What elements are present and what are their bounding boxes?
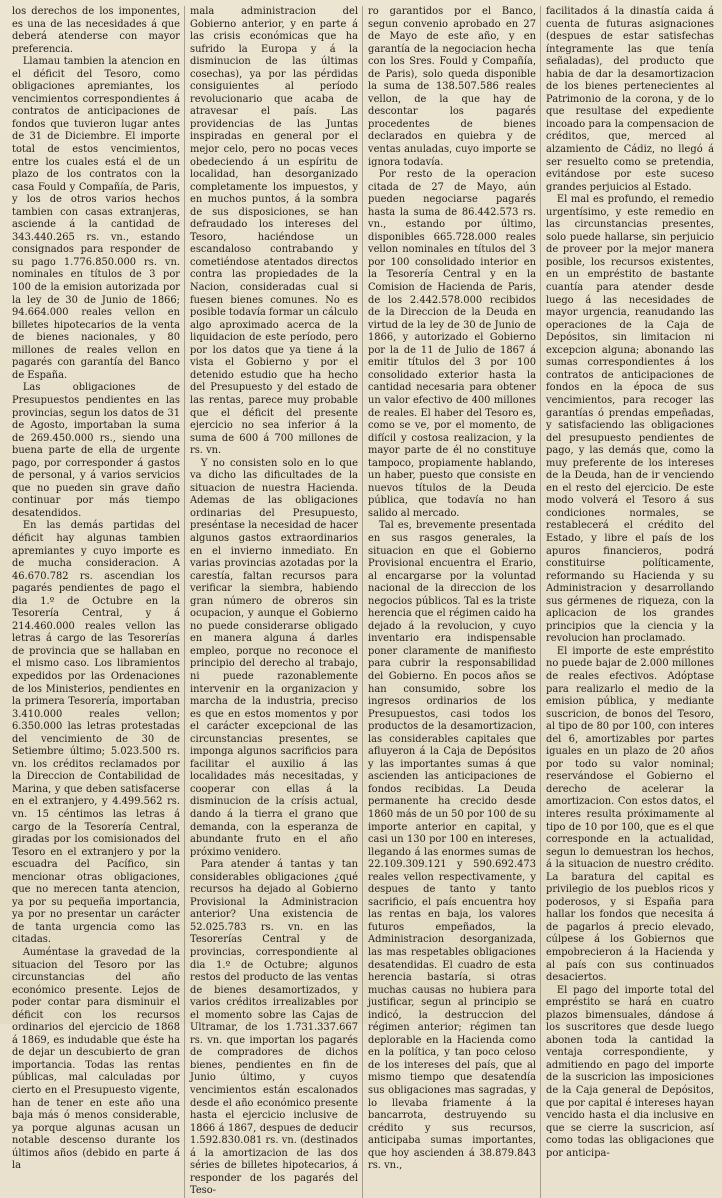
paragraph: Y no consisten solo en lo que va dicho las dificultades de la situacion de nuestra Hacienda. Ademas de las obligaciones ordinarias del Presupuesto, preséntase la necesidad de hacer algunos gastos extraordinarios en el invierno inmediato. En varias provincias azotadas por la carestía, faltan recursos para verificar la siembra, habiendo gran número de obreros sin ocupacion, y aunque el Gobierno no puede considerarse obligado en manera alguna á darles empleo, porque no reconoce el principio del derecho al trabajo, ni puede razonablemente intervenir en la organizacion y marcha de la industria, preciso es que en estos momentos y por el carácter excepcional de las circunstancias presentes, se imponga algunos sacrificios para facilitar el auxilio á las localidades más necesitadas, y cooperar con ellas á la disminucion de la crísis actual, dando á la tierra el grano que demanda, con la esperanza de abundante fruto en el año próximo venidero. (190, 457, 358, 858)
column-1 (12, 6, 180, 1198)
paragraph: Por resto de la operacion citada de 27 de Mayo, aún pueden negociarse pagarés hasta la suma de 86.442.573 rs. vn., estando por último, disponibles 665.728.000 reales vellon nominales en títulos del 3 por 100 consolidado interior en la Tesorería Central y en la Comision de Hacienda de Paris, de los 2.442.578.000 recibidos de la Direccion de la Deuda en virtud de la ley de 30 de Junio de 1866, y autorizado el Gobierno por la de 11 de Julio de 1867 á emitir títulos del 3 por 100 consolidado exterior hasta la cantidad necesaria para obtener un valor efectivo de 400 millones de reales. El haber del Tesoro es, como se ve, por el momento, de difícil y costosa realizacion, y la mayor parte de él no constituye tampoco, propiamente hablando, un haber, puesto que consiste en nuevos títulos de la Deuda pública, que todavía no han salido al mercado. (368, 169, 536, 519)
paragraph: Las obligaciones de Presupuestos pendientes en las provincias, segun los datos de 31 de Agosto, importaban la suma de 269.450.000 rs., siendo una buena parte de ella de urgente pago, por corresponder á gastos de personal, y á varios servicios que no pueden sin grave daño continuar por más tiempo desatendidos. (12, 382, 180, 519)
paragraph: los derechos de los imponentes, es una de las necesidades á que deberá atenderse con mayor preferencia. (12, 6, 180, 55)
paragraph: Tal es, brevemente presentada en sus rasgos generales, la situacion en que el Gobierno Provisional encuentra el Erario, al encargarse por la voluntad nacional de la direccion de los negocios públicos. Tal es la triste herencia que el régimen caido ha dejado á la revolucion, y cuyo inventario era indispensable poner claramente de manifiesto para cubrir la responsabilidad del Gobierno. En pocos años se han consumido, sobre los ingresos ordinarios de los Presupuestos, casi todos los productos de la desamortizacion, las considerables capitales que afluyeron á la Caja de Depósitos y las importantes sumas á que ascienden las anticipaciones de fondos recibidas. La Deuda permanente ha crecido desde 1860 más de un 50 por 100 de su importe anterior en capital, y casi un 130 por 100 en intereses, llegando á las enormes sumas de 22.109.309.121 y 590.692.473 reales vellon respectivamente, y despues de tanto y tanto sacrificio, el país encuentra hoy las rentas en baja, los valores futuros empeñados, la Administracion desorganizada, las mas respetables obligaciones desatendidas. El cuadro de esta herencia bastaría, si otras muchas causas no hubiera para justificar, segun al principio se indicó, la destruccion del régimen anterior; régimen tan deplorable en la Hacienda como en la política, y tan poco celoso de los intereses del país, que al mismo tiempo que desatendía sus obligaciones mas sagradas, y lo llevaba friamente á la bancarrota, destruyendo su crédito y sus recursos, anticipaba sumas importantes, que hoy ascienden á 38.879.843 rs. vn., (368, 520, 536, 1172)
column-4 (546, 6, 714, 1198)
text-columns (12, 6, 714, 1197)
paragraph: El importe de este empréstito no puede bajar de 2.000 millones de reales efectivos. Adóptase para realizarlo el medio de la emision pública, y mediante suscricion, de bonos del Tesoro, al tipo de 80 por 100, con interes del 6, amortizables por partes iguales en un plazo de 20 años por todo su valor nominal; reservándose el Gobierno el derecho de acelerar la amortizacion. Con estos datos, el interes resulta próximamente al tipo de 10 por 100, que es el que corresponde en la actualidad, segun lo demuestran los hechos, á la situacion de nuestro crédito. La baratura del capital es privilegio de los pueblos ricos y poderosos, y si España para hallar los fondos que necesita á de pagarlos á precio elevado, cúlpese á los Gobiernos que empobrecieron á la Hacienda y al país con sus continuados desaciertos. (546, 645, 714, 984)
paragraph: ro garantidos por el Banco, segun convenio aprobado en 27 de Mayo de este año, y en garantía de la negociacion hecha con los Sres. Fould y Compañía, de Paris), solo queda disponible la suma de 138.507.586 reales vellon, de la que hay de descontar los pagarés procedentes de bienes declarados en quiebra y de ventas anuladas, cuyo importe se ignora todavía. (368, 6, 536, 168)
paragraph: facilitados á la dinastía caida á cuenta de futuras asignaciones (despues de estar satisfechas íntegramente las que tenía señaladas), del producto que habia de dar la desamortizacion de los bienes pertenecientes al Patrimonio de la corona, y de lo que resultase del expediente incoado para la compensacion de créditos, que, merced al alzamiento de Cádiz, no llegó á ser resuelto como se pretendia, evitándose por este suceso grandes perjuicios al Estado. (546, 6, 714, 193)
paragraph: Auméntase la gravedad de la situacion del Tesoro por las circunstancias del año económico presente. Lejos de poder contar para disminuir el déficit con los recursos ordinarios del ejercicio de 1868 á 1869, es indudable que éste ha de dejar un descubierto de gran importancia. Todas las rentas públicas, mal calculadas por cierto en el Presupuesto vigente, han de tener en este año una baja más ó menos considerable, ya porque algunas acusan un notable descenso durante los últimos años (debido en parte á la (12, 947, 180, 1172)
paragraph: mala administracion del Gobierno anterior, y en parte á las crisis económicas que ha sufrido la Europa y á la disminucion de las últimas cosechas), ya por las pérdidas consiguientes al período revolucionario que acaba de atravesar el país. Las providencias de las Juntas inspiradas en general por el mejor celo, pero no pocas veces obedeciendo á un espíritu de localidad, han desorganizado completamente los impuestos, y en muchos puntos, á la sombra de sus disposiciones, se han defraudado los intereses del Tesoro, haciéndose un escandaloso contrabando y cometiéndose atentados directos contra las propiedades de la Nacion, consideradas cual si fuesen bienes comunes. No es posible todavía formar un cálculo algo aproximado acerca de la liquidacion de este período, pero por los datos que ya tiene á la vista el Gobierno y por el detenido estudio que ha hecho del Presupuesto y del estado de las rentas, parece muy probable que el déficit del presente ejercicio no sea inferior á la suma de 600 á 700 millones de rs. vn. (190, 6, 358, 457)
paragraph: El mal es profundo, el remedio urgentísimo, y este remedio en las circunstancias presentes, solo puede hallarse, sin perjuicio de proveer por la mejor manera posible, los recursos existentes, en un empréstito de bastante cuantía para atender desde luego á las necesidades de mayor urgencia, reanudando las operaciones de la Caja de Depósitos, sin limitacion ni excepcion alguna; abonando las sumas correspondientes á los contratos de anticipaciones de fondos en la época de sus vencimientos, para recoger las garantías ó prendas empeñadas, y satisfaciendo las obligaciones del presupuesto pendientes de pago, y las demás que, como la muy preferente de los intereses de la Deuda, han de ir venciendo en el resto del ejercicio. De este modo volverá el Tesoro á sus condiciones normales, se restablecerá el crédito del Estado, y libre el país de los apuros financieros, podrá constituirse políticamente, reformando su Hacienda y su Administracion y desarrollando sus gérmenes de riqueza, con la aplicacion de los grandes principios que la ciencia y la revolucion han proclamado. (546, 194, 714, 645)
column-2 (190, 6, 358, 1198)
column-3 (368, 6, 536, 1198)
paragraph: El pago del importe total del empréstito se hará en cuatro plazos bimensuales, dándose á los suscritores que desde luego abonen toda la cantidad la ventaja correspondiente, y admitiendo en pago del importe de la suscricion las imposiciones de la Caja general de Depósitos, que por capital é intereses hayan vencido hasta el dia inclusive en que se cierre la suscricion, así como todas las obligaciones que por anticipa- (546, 984, 714, 1159)
paragraph: Para atender á tantas y tan considerables obligaciones ¿qué recursos ha dejado al Gobierno Provisional la Administracion anterior? Una existencia de 52.025.783 rs. vn. en las Tesorerías Central y de provincias, correspondiente al dia 1.º de Octubre; algunos restos del producto de las ventas de bienes desamortizados, y varios créditos irrealizables por el momento sobre las Cajas de Ultramar, de los 1.731.337.667 rs. vn. que importan los pagarés de compradores de dichos bienes, pendientes en fin de Junio último, y cuyos vencimientos están escalonados desde el año económico presente hasta el ejercicio inclusive de 1866 á 1867, despues de deducir 1.592.830.081 rs. vn. (destinados á la amortizacion de las dos séries de billetes hipotecarios, á responder de los pagarés del Teso- (190, 859, 358, 1197)
paragraph: En las demás partidas del déficit hay algunas tambien apremiantes y cuyo importe es de mucha consideracion. A 46.670.782 rs. ascendian los pagarés pendientes de pago el dia 1.º de Octubre en la Tesorería Central, y á 214.460.000 reales vellon las letras á cargo de las Tesorerías de provincia que se hallaban en el mismo caso. Los libramientos expedidos por las Ordenaciones de los Ministerios, pendientes en la primera Tesorería, importaban 3.410.000 reales vellon; 6.350.000 las letras protestadas del vencimiento de 30 de Setiembre último; 5.023.500 rs. vn. los créditos reclamados por la Direccion de Contabilidad de Marina, y que deben satisfacerse en el extranjero, y 4.499.562 rs. vn. 15 céntimos las letras á cargo de la Tesorería Central, giradas por los comisionados del Tesoro en el extranjero y por la escuadra del Pacífico, sin mencionar otras obligaciones, que no merecen tanta atencion, ya por su pequeña importancia, ya por no presentar un carácter de tanta urgencia como las citadas. (12, 520, 180, 946)
paragraph: Llamau tambien la atencion en el déficit del Tesoro, como obligaciones apremiantes, los vencimientos correspondientes á contratos de anticipaciones de fondos que tuvieron lugar antes de 31 de Diciembre. El importe total de estos vencimientos, entre los cuales está el de un plazo de los contratos con la casa Fould y Compañía, de Paris, y los de otros varios hechos tambien con casas extranjeras, asciende á la cantidad de 343.440.265 rs. vn., estando consignados para responder de su pago 1.776.850.000 rs. vn. nominales en títulos de 3 por 100 de la emision autorizada por la ley de 30 de Junio de 1866; 94.664.000 reales vellon en billetes hipotecarios de la venta de bienes nacionales, y 80 millones de reales vellon en pagarés con garantía del Banco de España. (12, 56, 180, 381)
